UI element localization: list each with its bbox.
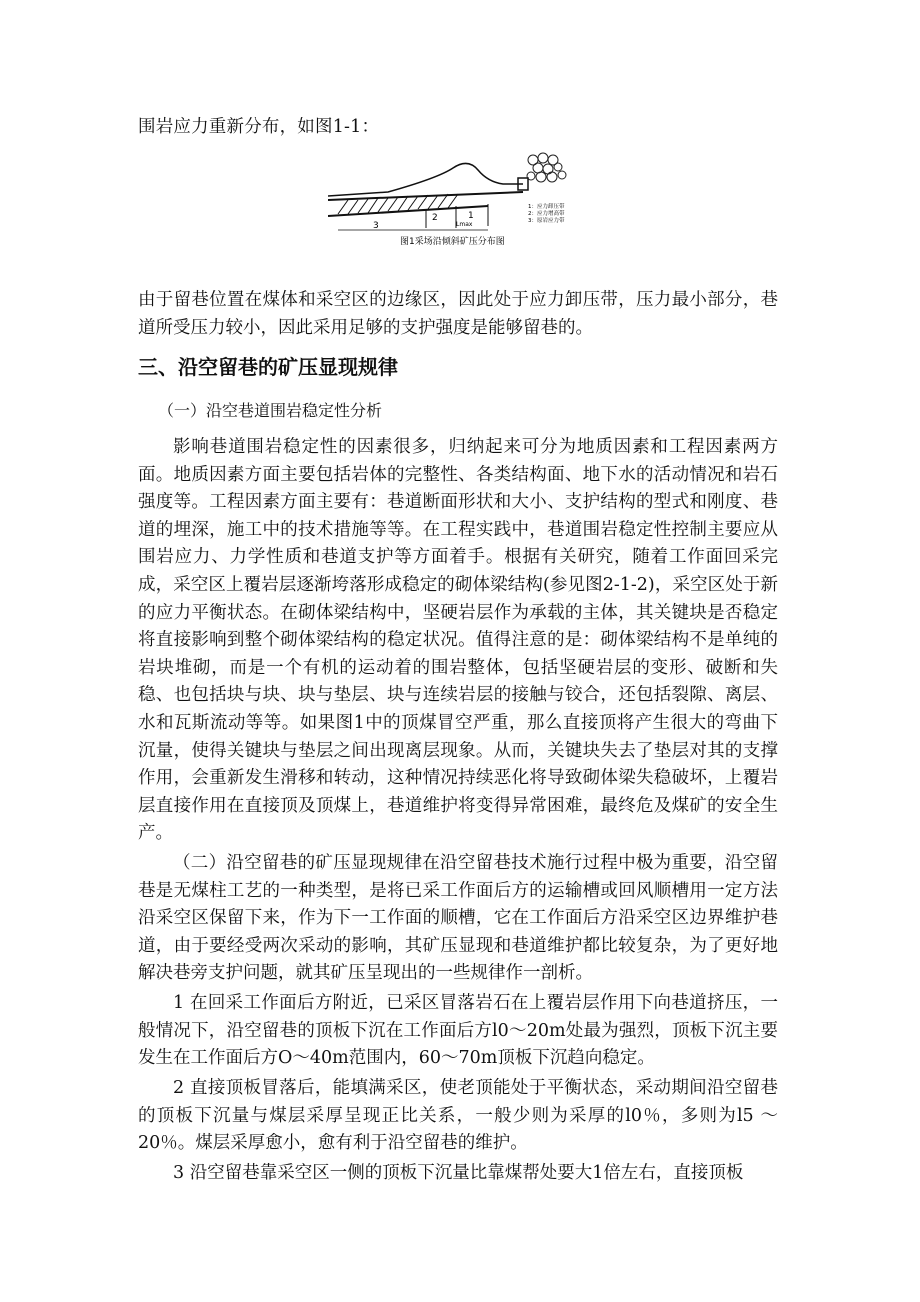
figure-caption: 图1采场沿倾斜矿压分布图 <box>400 237 505 247</box>
zone-label-1: 1 <box>468 211 474 221</box>
zone-label-2: 2 <box>432 213 438 223</box>
zone-label-3: 3 <box>373 221 379 231</box>
paragraph-1: 影响巷道围岩稳定性的因素很多，归纳起来可分为地质因素和工程因素两方面。地质因素方面主要包括岩体的完整性、各类结构面、地下水的活动情况和岩石强度等。工程因素方面主要有：巷道断面形状和大小、支护结构的型式和刚度、巷道的埋深，施工中的技术措施等等。在工程实践中，巷道围岩稳定性控制主要应从围岩应力、力学性质和巷道支护等方面着手。根据有关研究，随着工作面回采完成，采空区上覆岩层逐渐垮落形成稳定的砌体梁结构(参见图2-1-2)，采空区处于新的应力平衡状态。在砌体梁结构中，坚硬岩层作为承载的主体，其关键块是否稳定将直接影响到整个砌体梁结构的稳定状况。值得注意的是：砌体梁结构不是单纯的岩块堆砌，而是一个有机的运动着的围岩整体，包括坚硬岩层的变形、破断和失稳、也包括块与块、块与垫层、块与连续岩层的接触与铰合，还包括裂隙、离层、水和瓦斯流动等等。如果图1中的顶煤冒空严重，那么直接顶将产生很大的弯曲下沉量，使得关键块与垫层之间出现离层现象。从而，关键块失去了垫层对其的支撑作用，会重新发生滑移和转动，这种情况持续恶化将导致砌体梁失稳破坏，上覆岩层直接作用在直接顶及顶煤上，巷道维护将变得异常困难，最终危及煤矿的安全生产。 <box>138 437 778 844</box>
figure-drawing <box>328 148 576 248</box>
legend-3: 3：原岩应力带 <box>528 218 565 224</box>
paragraph-2: （二）沿空留巷的矿压显现规律在沿空留巷技术施行过程中极为重要，沿空留巷是无煤柱工艺的一种类型，是将已采工作面后方的运输槽或回风顺槽用一定方法沿采空区保留下来，作为下一工作面的顺槽，它在工作面后方沿采空区边界维护巷道，由于要经受两次采动的影响，其矿压显现和巷道维护都比较复杂，为了更好地解决巷旁支护问题，就其矿压呈现出的一些规律作一剖析。 <box>138 853 778 984</box>
intro-line: 围岩应力重新分布，如图1-1： <box>138 117 380 137</box>
section-title: 三、沿空留巷的矿压显现规律 <box>138 355 398 379</box>
paragraph-4: 2 直接顶板冒落后，能填满采区，使老顶能处于平衡状态，采动期间沿空留巷的顶板下沉量与煤层采厚呈现正比关系，一般少则为采厚的l0％，多则为l5 ～20％。煤层采厚愈小，愈有利于沿空留巷的维护。 <box>138 1078 778 1154</box>
legend-2: 2：应力增高带 <box>528 211 565 217</box>
lmax-label: Lmax <box>456 221 473 228</box>
caved-rock-icon <box>527 153 566 182</box>
subsection-title: （一）沿空巷道围岩稳定性分析 <box>158 401 383 420</box>
pressure-distribution-figure <box>328 148 576 248</box>
paragraph-after-figure: 由于留巷位置在煤体和采空区的边缘区，因此处于应力卸压带，压力最小部分，巷道所受压力较小，因此采用足够的支护强度是能够留巷的。 <box>138 290 778 338</box>
paragraph-5: 3 沿空留巷靠采空区一侧的顶板下沉量比靠煤帮处要大1倍左右，直接顶板 <box>173 1163 744 1183</box>
paragraph-3: 1 在回采工作面后方附近，已采区冒落岩石在上覆岩层作用下向巷道挤压，一般情况下，沿空留巷的顶板下沉在工作面后方l0～20m处最为强烈，顶板下沉主要发生在工作面后方O～40m范围内，60～70m顶板下沉趋向稳定。 <box>138 993 778 1069</box>
legend-1: 1：应力卸压带 <box>528 204 565 210</box>
